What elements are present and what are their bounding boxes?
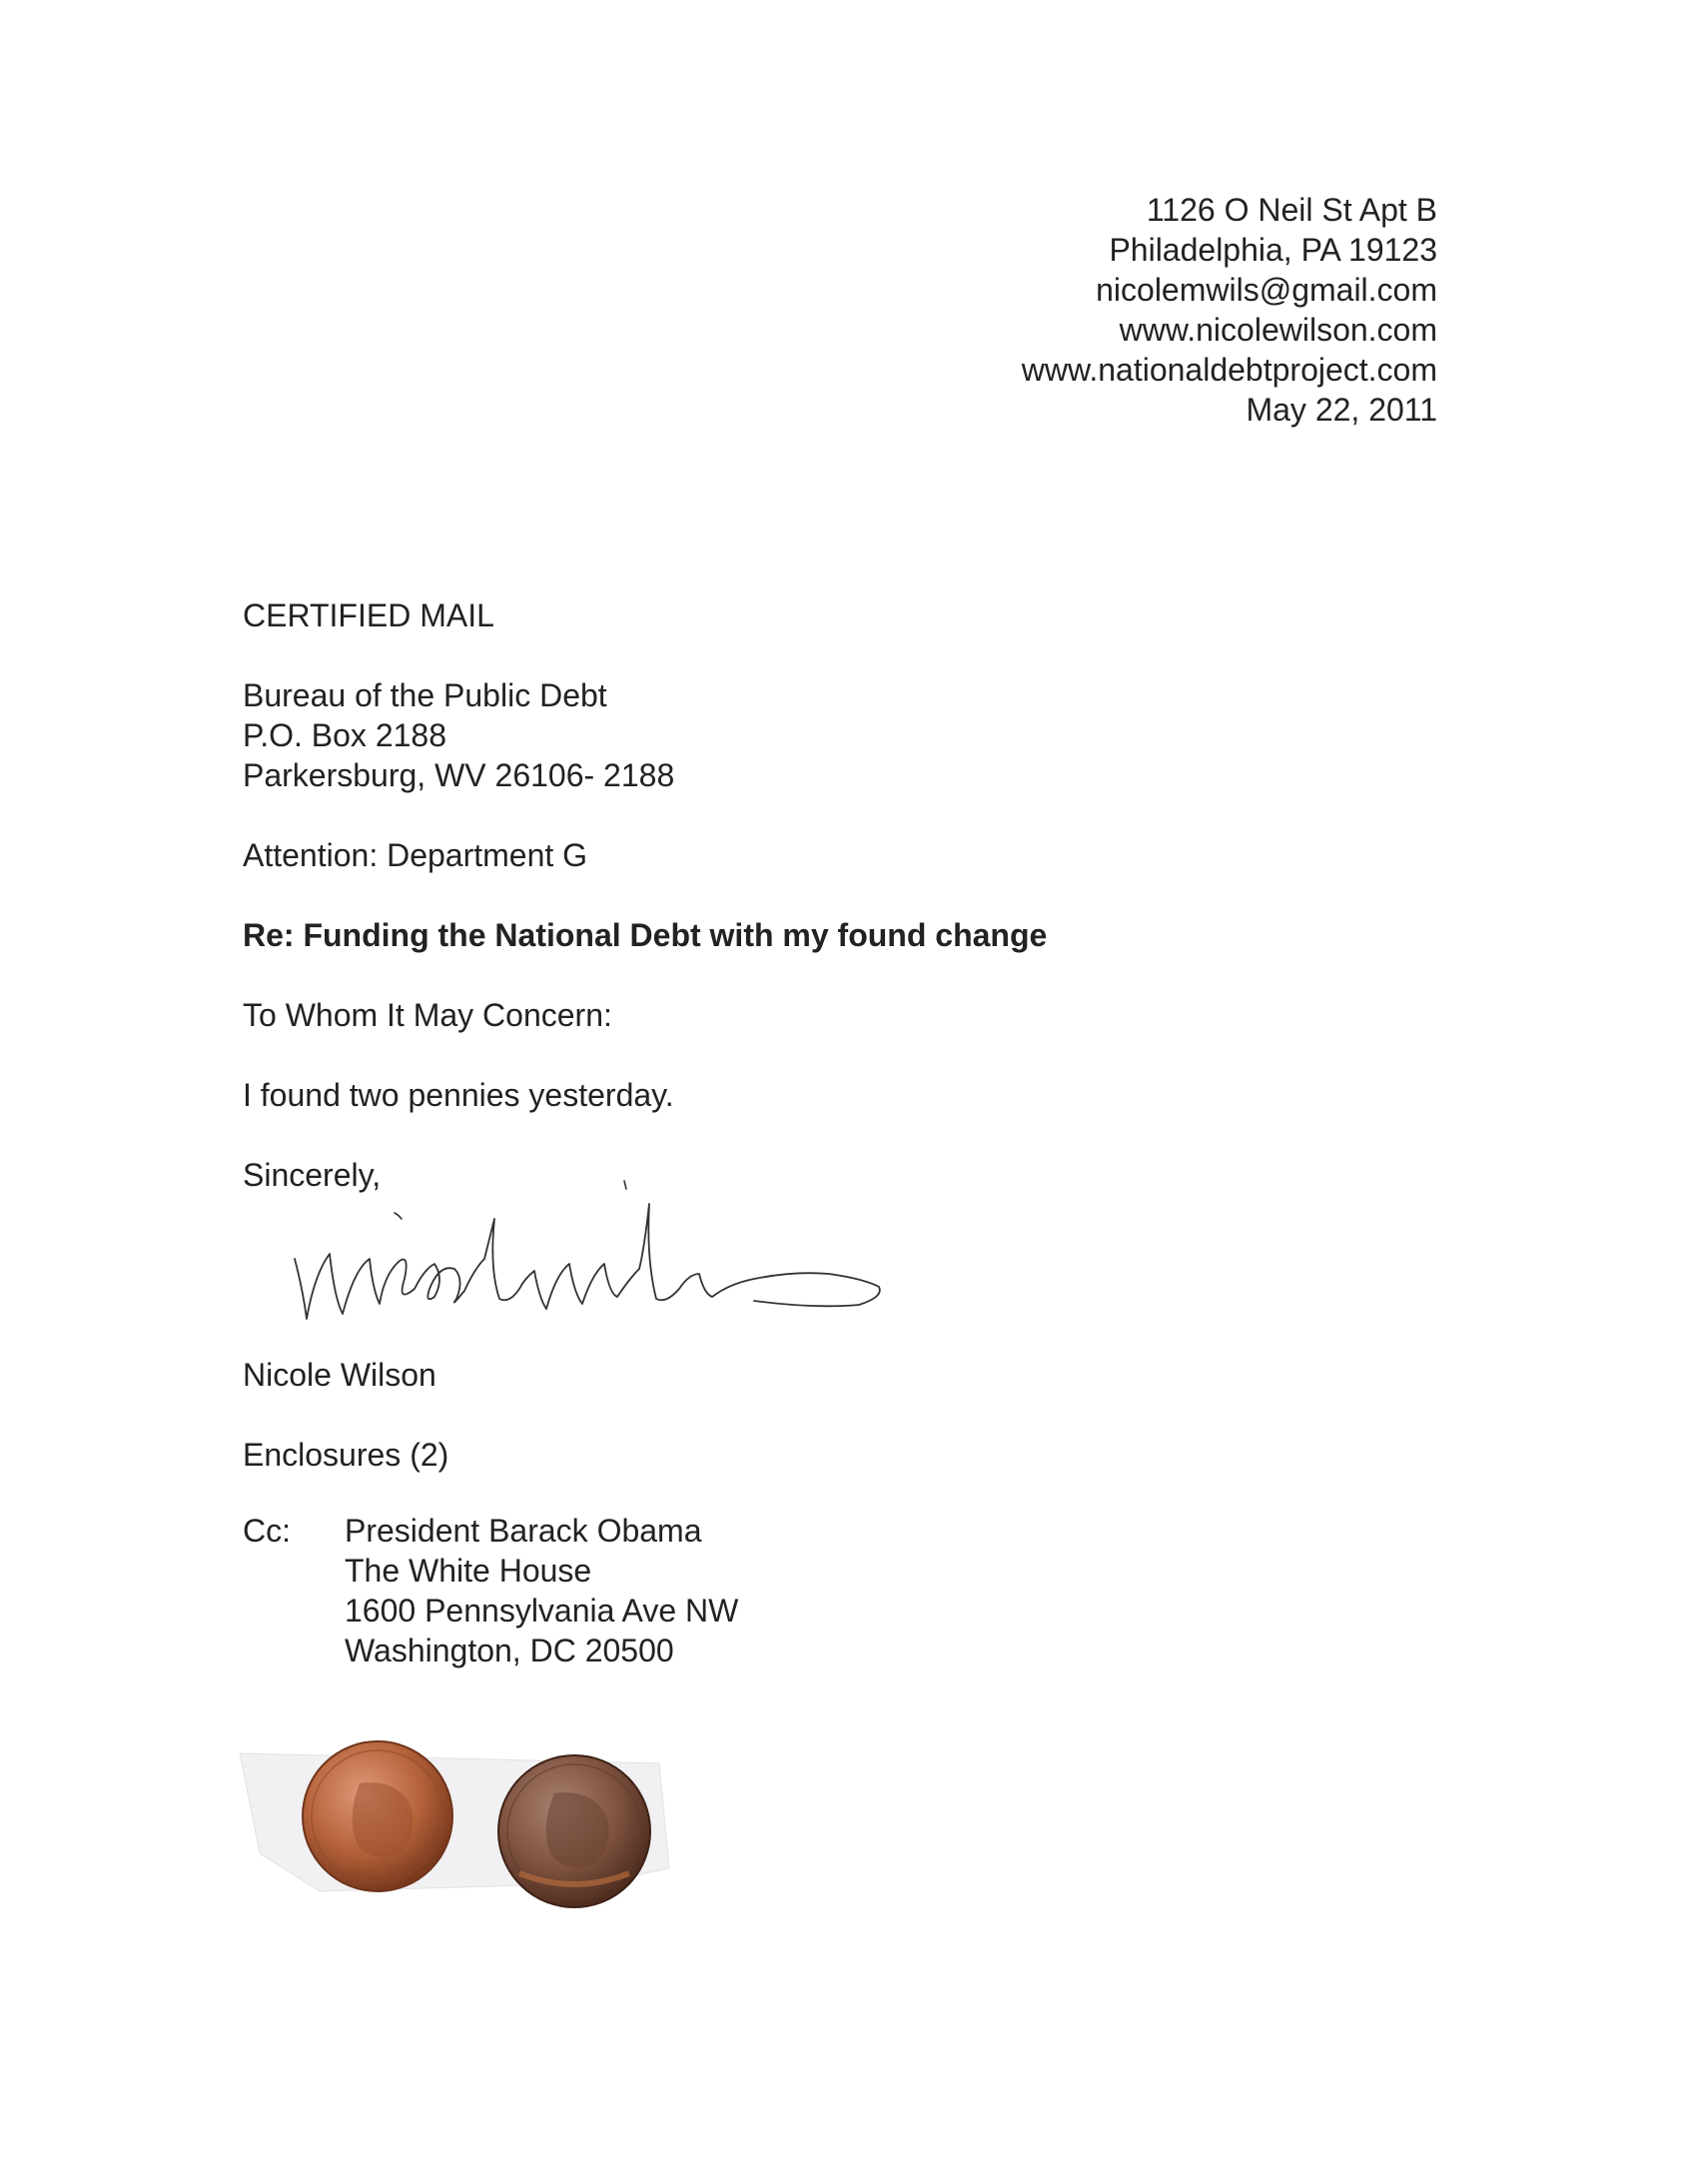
recipient-name: Bureau of the Public Debt [243, 677, 607, 713]
sender-street: 1126 O Neil St Apt B [1146, 192, 1437, 228]
sender-website-personal: www.nicolewilson.com [1119, 312, 1437, 348]
subject-line: Re: Funding the National Debt with my found change [243, 917, 1048, 953]
penny-left [303, 1741, 452, 1891]
recipient-city: Parkersburg, WV 26106- 2188 [243, 757, 675, 793]
handwritten-signature [285, 1179, 894, 1344]
letter-body: I found two pennies yesterday. [243, 1077, 674, 1113]
recipient-po-box: P.O. Box 2188 [243, 717, 446, 753]
sender-address-block [1022, 190, 1437, 430]
sender-city: Philadelphia, PA 19123 [1109, 232, 1437, 268]
signature-name: Nicole Wilson [243, 1357, 436, 1393]
salutation: To Whom It May Concern: [243, 997, 612, 1033]
cc-label: Cc: [243, 1513, 291, 1549]
enclosures-note: Enclosures (2) [243, 1437, 449, 1473]
delivery-method: CERTIFIED MAIL [243, 597, 494, 633]
penny-right [498, 1755, 650, 1907]
sender-email: nicolemwils@gmail.com [1096, 272, 1437, 308]
letter-date: May 22, 2011 [1246, 392, 1437, 428]
cc-address-block [345, 1511, 738, 1670]
cc-line: President Barack Obama [345, 1513, 702, 1549]
sender-website-project: www.nationaldebtproject.com [1021, 352, 1437, 388]
closing: Sincerely, [243, 1157, 382, 1193]
cc-line: The White House [345, 1553, 592, 1589]
attention-line: Attention: Department G [243, 837, 588, 873]
cc-line: 1600 Pennsylvania Ave NW [345, 1593, 739, 1629]
enclosed-pennies-image [0, 1723, 719, 1923]
cc-line: Washington, DC 20500 [345, 1633, 674, 1668]
